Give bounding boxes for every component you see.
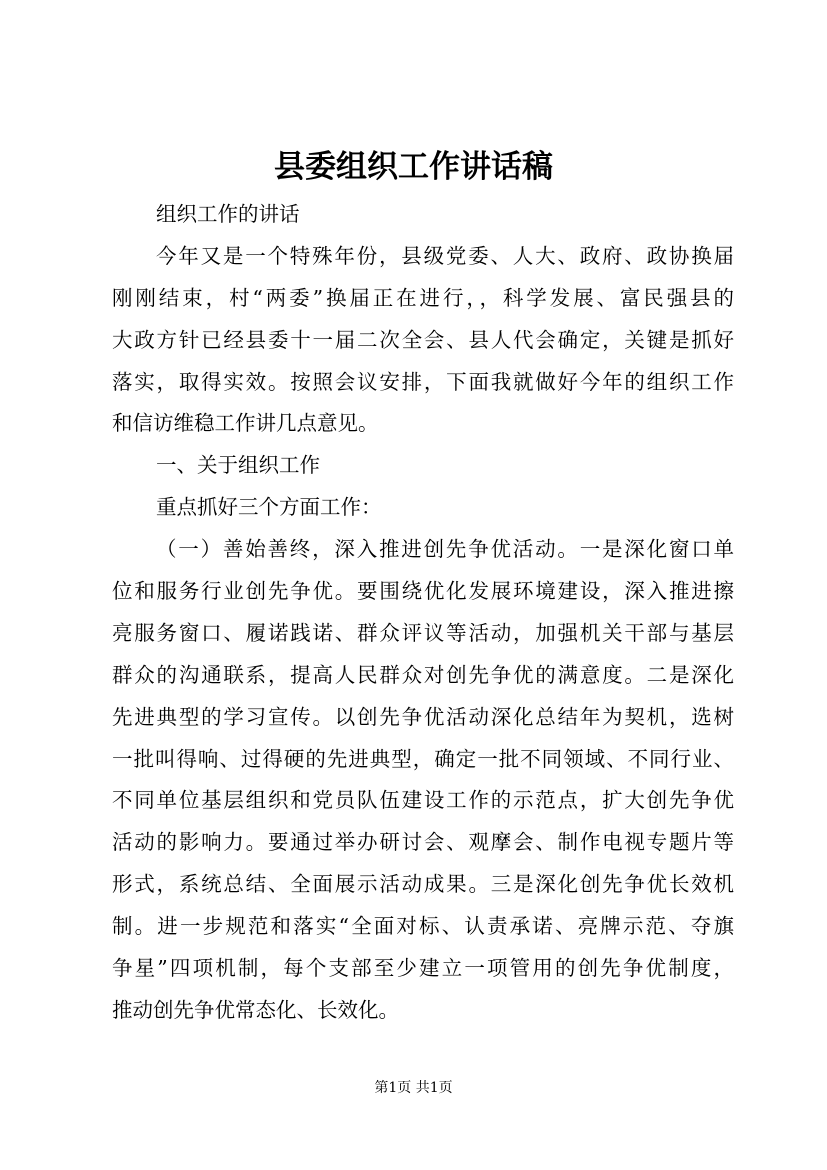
text-line: 推动创先争优常态化、长效化。 (112, 997, 399, 1022)
page-footer: 第1页 共1页 (374, 1080, 453, 1096)
text-line: 不同单位基层组织和党员队伍建设工作的示范点，扩大创先争优 (112, 788, 734, 813)
document-body (112, 194, 734, 1032)
text-line: 重点抓好三个方面工作： (156, 495, 382, 520)
text-line: 活动的影响力。要通过举办研讨会、观摩会、制作电视专题片等 (112, 830, 734, 855)
text-line: 先进典型的学习宣传。以创先争优活动深化总结年为契机，选树 (112, 704, 734, 729)
text-line: 一、关于组织工作 (156, 453, 320, 478)
text-line: 今年又是一个特殊年份，县级党委、人大、政府、政协换届 (156, 243, 734, 268)
document-title: 县委组织工作讲话稿 (274, 149, 553, 185)
text-line: 位和服务行业创先争优。要围绕优化发展环境建设，深入推进擦 (112, 579, 734, 604)
text-line: 群众的沟通联系，提高人民群众对创先争优的满意度。二是深化 (112, 662, 734, 687)
text-line: 一批叫得响、过得硬的先进典型，确定一批不同领域、不同行业、 (112, 746, 734, 771)
text-line: 制。进一步规范和落实“全面对标、认责承诺、亮牌示范、夺旗 (112, 914, 734, 939)
text-line: 争星”四项机制，每个支部至少建立一项管用的创先争优制度， (112, 956, 734, 981)
text-line: 落实，取得实效。按照会议安排，下面我就做好今年的组织工作 (112, 369, 734, 394)
text-line: 组织工作的讲话 (156, 202, 300, 226)
text-line: 大政方针已经县委十一届二次全会、县人代会确定，关键是抓好 (112, 327, 734, 352)
text-line: 形式，系统总结、全面展示活动成果。三是深化创先争优长效机 (112, 872, 734, 897)
text-line: （一）善始善终，深入推进创先争优活动。一是深化窗口单 (156, 537, 734, 562)
text-line: 亮服务窗口、履诺践诺、群众评议等活动，加强机关干部与基层 (112, 620, 734, 645)
text-line: 刚刚结束，村“两委”换届正在进行，，科学发展、富民强县的 (112, 285, 734, 310)
text-line: 和信访维稳工作讲几点意见。 (112, 411, 379, 436)
